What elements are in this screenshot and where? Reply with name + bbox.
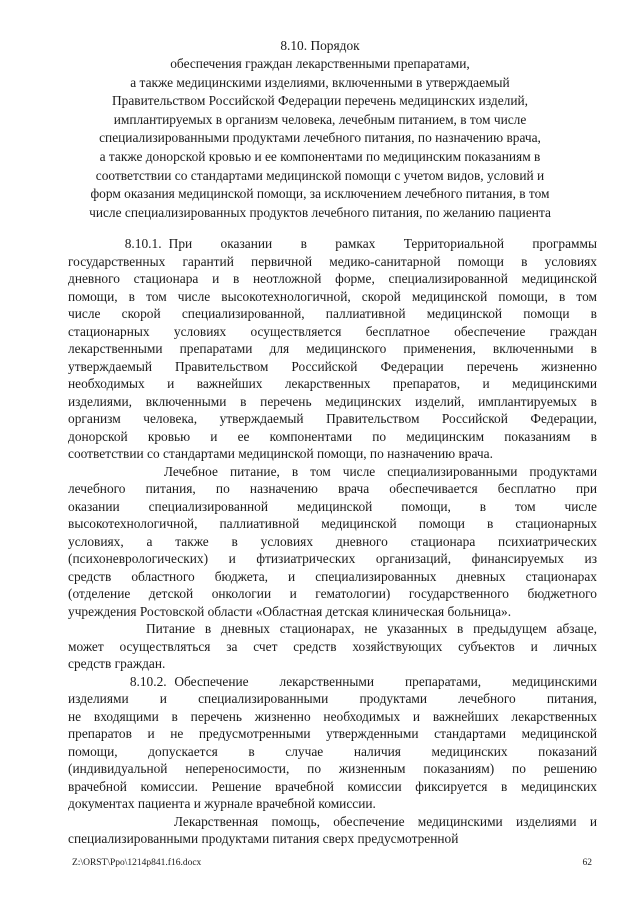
paragraph-line: может осуществляться за счет средств хозяйствующих субъектов и личных bbox=[68, 638, 597, 654]
paragraph-line: Лечебное питание, в том числе специализированными продуктами bbox=[68, 463, 597, 479]
paragraph-line: числе скорой специализированной, паллиативной медицинской помощи в bbox=[68, 306, 597, 321]
paragraph-line: изделиями, включенными в перечень медицинских изделий, имплантируемых в bbox=[68, 393, 597, 409]
paragraph-line: стационарных условиях осуществляется бесплатное обеспечение граждан bbox=[68, 323, 597, 339]
title-line: специализированными продуктами лечебного питания, по назначению врача, bbox=[99, 130, 541, 146]
section-heading: 8.10. Порядок bbox=[280, 38, 360, 53]
paragraph-line: оказании специализированной медицинской помощи, в том числе bbox=[68, 498, 597, 514]
paragraph-line: 8.10.2. Обеспечение лекарственными препаратами, медицинскими bbox=[68, 673, 597, 689]
footer-file-path: Z:\ORST\Ppo\1214p841.f16.docx bbox=[72, 858, 202, 868]
title-line: форм оказания медицинской помощи, за исключением лечебного питания, в том bbox=[90, 186, 550, 202]
paragraph-line: организм человека, утверждаемый Правительством Российской Федерации, bbox=[68, 411, 597, 426]
paragraph-line: помощи, в том числе высокотехнологичной, скорой медицинской помощи, в том bbox=[68, 288, 597, 304]
paragraph-line: необходимых и важнейших лекарственных препаратов, и медицинскими bbox=[68, 376, 597, 391]
paragraph-line: (отделение детской онкологии и гематологии) государственного бюджетного bbox=[68, 586, 597, 601]
paragraph-line: Лекарственная помощь, обеспечение медицинскими изделиями и bbox=[68, 813, 597, 829]
paragraph-line: препаратов и не предусмотренными утвержденными стандартами медицинской bbox=[68, 726, 597, 741]
paragraph-line: (психоневрологических) и фтизиатрических организаций, финансируемых из bbox=[68, 551, 597, 566]
footer-page-number: 62 bbox=[582, 858, 592, 868]
paragraph-line: утверждаемый Правительством Российской Федерации перечень жизненно bbox=[68, 358, 597, 374]
paragraph-line: специализированными продуктами питания сверх предусмотренной bbox=[68, 831, 459, 846]
title-line: обеспечения граждан лекарственными препаратами, bbox=[170, 56, 470, 71]
paragraph-line: условиях, а также в условиях дневного стационара психиатрических bbox=[68, 533, 597, 549]
paragraph-line: лекарственными препаратами для медицинского применения, включенными в bbox=[68, 341, 597, 356]
paragraph-line: не входящими в перечень жизненно необходимых и важнейших лекарственных bbox=[68, 708, 597, 724]
paragraph-line: донорской кровью и ее компонентами по медицинским показаниям в bbox=[68, 428, 597, 444]
paragraph-line: Питание в дневных стационарах, не указанных в предыдущем абзаце, bbox=[68, 621, 597, 636]
paragraph-line: лечебного питания, по назначению врача обеспечивается бесплатно при bbox=[68, 481, 597, 496]
title-line: числе специализированных продуктов лечебного питания, по желанию пациента bbox=[89, 204, 551, 220]
title-line: Правительством Российской Федерации перечень медицинских изделий, bbox=[111, 93, 529, 109]
paragraph-line: врачебной комиссии. Решение врачебной комиссии фиксируется в медицинских bbox=[68, 778, 597, 794]
title-line: а также донорской кровью и ее компонентами по медицинским показаниям в bbox=[99, 149, 541, 164]
paragraph-line: дневного стационара и в неотложной форме, специализированной медицинской bbox=[68, 271, 597, 286]
paragraph-line: высокотехнологичной, паллиативной медицинской помощи в стационарных bbox=[68, 516, 597, 531]
title-line: имплантируемых в организм человека, лечебным питанием, в том числе bbox=[113, 111, 527, 127]
paragraph-line: документах пациента и журнале врачебной комиссии. bbox=[68, 796, 376, 811]
title-line: а также медицинскими изделиями, включенными в утверждаемый bbox=[130, 74, 510, 90]
title-line: соответствии со стандартами медицинской помощи с учетом видов, условий и bbox=[95, 167, 545, 183]
paragraph-line: средств граждан. bbox=[68, 656, 166, 671]
paragraph-line: учреждения Ростовской области «Областная детская клиническая больница». bbox=[68, 603, 512, 619]
paragraph-line: средств областного бюджета, и специализированных дневных стационарах bbox=[68, 568, 597, 584]
paragraph-line: 8.10.1. При оказании в рамках Территориальной программы bbox=[68, 236, 597, 251]
paragraph-line: изделиями и специализированными продуктами лечебного питания, bbox=[68, 691, 597, 706]
paragraph-line: помощи, допускается в случае наличия медицинских показаний bbox=[68, 743, 597, 759]
paragraph-line: (индивидуальной непереносимости, по жизненным показаниям) по решению bbox=[68, 761, 597, 776]
paragraph-line: государственных гарантий первичной медико-санитарной помощи в условиях bbox=[68, 253, 597, 269]
paragraph-line: соответствии со стандартами медицинской помощи, по назначению врача. bbox=[68, 446, 493, 461]
